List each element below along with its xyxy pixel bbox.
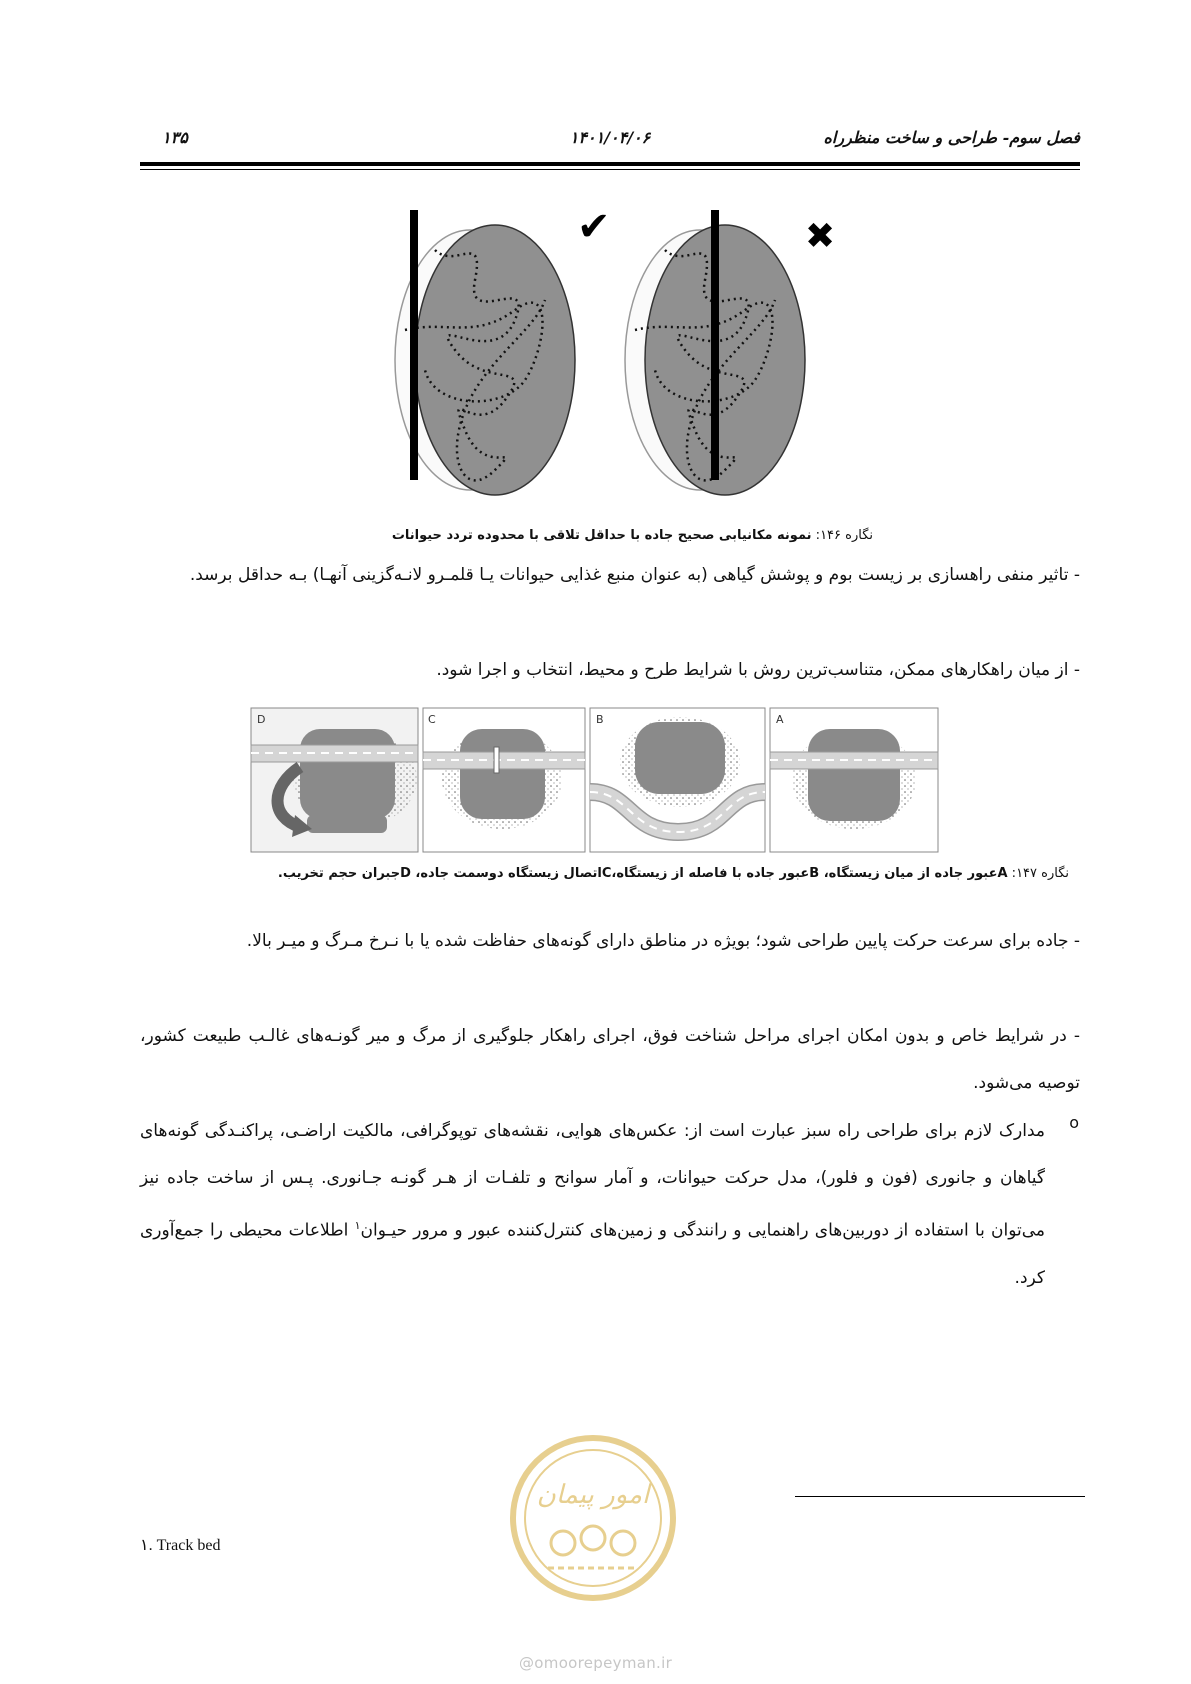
chapter-title: فصل سوم- طراحی و ساخت منظرراه [823, 128, 1080, 147]
paragraph-documents [140, 1108, 1045, 1302]
paragraph-documents-text: مدارک لازم برای طراحی راه سبز عبارت است از: عکس‌های هوایی، نقشه‌های توپوگرافی، مالکیت اراضـی، پراکنـدگی گونه‌های گیاهان و جانوری (فون و فلور)، مدل حرکت حیوانات، و آمار سوانح و تلفـات از هـر گونـه جـانوری. پـس از ساخت جاده نیز می‌توان با استفاده از دوربین‌های راهنمایی و رانندگی و زمین‌های کنترل‌کننده عبور و مرور حیـوان [140, 1121, 1045, 1241]
figure-147-illustration [250, 707, 990, 855]
road-line [410, 210, 418, 480]
header-rule-thick [140, 162, 1080, 166]
watermark-url: @omoorepeyman.ir [519, 1654, 673, 1672]
watermark-seal [508, 1433, 678, 1603]
page-number: ۱۳۵ [162, 128, 188, 147]
cross-mark-icon: ✖ [805, 216, 836, 257]
figure-146-illustration [385, 210, 925, 520]
paragraph-speed: - جاده برای سرعت حرکت پایین طراحی شود؛ بویژه در مناطق دارای گونه‌های حفاظت شده یا با نـرخ مـرگ و میـر بالا. [246, 931, 1080, 951]
list-bullet: o [1069, 1113, 1079, 1132]
caption-label: نگاره ۱۴۶: [811, 528, 873, 543]
panel-a [770, 708, 938, 852]
habitat-diagram-wrong [625, 210, 805, 495]
panel-d [251, 708, 418, 852]
header-date: ۱۴۰۱/۰۴/۰۶ [569, 128, 651, 147]
panel-label-d: D [257, 713, 266, 726]
check-mark-icon: ✔ [577, 210, 611, 250]
footnote-ref: ۱ [354, 1219, 361, 1232]
figure-146-caption [392, 528, 873, 543]
caption-label: نگاره ۱۴۷: [1007, 866, 1069, 881]
header-rule-thin [140, 169, 1080, 170]
paragraph-impact: - تاثیر منفی راهسازی بر زیست بوم و پوشش گیاهی (به عنوان منبع غذایی حیوانات یـا قلمـرو لانـه‌گزینی آنهـا) بـه حداقل برسد. [189, 565, 1080, 585]
panel-label-b: B [596, 713, 604, 726]
panel-c [423, 708, 585, 852]
caption-text: Aعبور جاده از میان زیستگاه، Bعبور جاده با فاصله از زیستگاه،Cاتصال زیستگاه دوسمت جاده، Dجبران حجم تخریب. [277, 866, 1008, 881]
panel-label-a: A [776, 713, 784, 726]
panel-label-c: C [428, 713, 436, 726]
footnote-rule [795, 1496, 1085, 1497]
paragraph-method: - از میان راهکارهای ممکن، متناسب‌ترین روش با شرایط طرح و محیط، انتخاب و اجرا شود. [436, 660, 1080, 680]
paragraph-special: - در شرایط خاص و بدون امکان اجرای مراحل شناخت فوق، اجرای راهکار جلوگیری از مرگ و میر گونـه‌های غالـب طبیعت کشور، توصیه می‌شود. [140, 1026, 1080, 1093]
footnote: ۱. Track bed [140, 1537, 221, 1554]
paragraph-documents-end: اطلاعات محیطی را جمع‌آوری کرد. [140, 1220, 1045, 1288]
road-line [711, 210, 719, 480]
page-header [140, 128, 1080, 154]
panel-b [590, 708, 765, 852]
seal-text: امور پیمان [536, 1480, 650, 1510]
caption-text: نمونه مکانیابی صحیح جاده با حداقل تلاقی با محدوده تردد حیوانات [391, 528, 812, 543]
habitat-diagram-correct [395, 210, 575, 495]
figure-147-caption [278, 866, 1069, 881]
